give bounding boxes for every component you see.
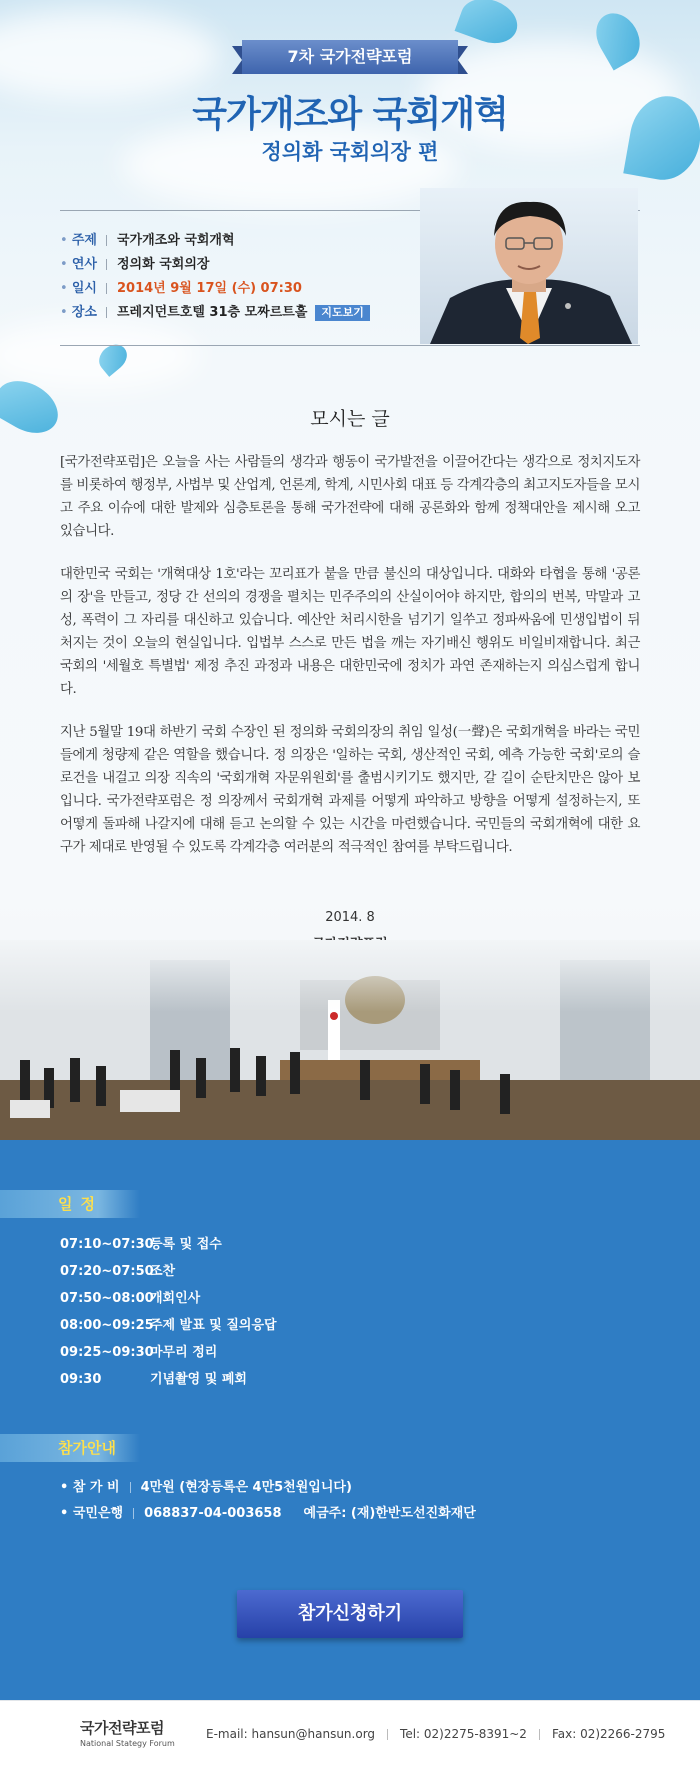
- info-datetime-value: 2014년 9월 17일 (수) 07:30: [117, 281, 302, 296]
- schedule-time: 07:20~07:50: [60, 1264, 154, 1279]
- footer-logo-ko: 국가전략포럼: [80, 1719, 164, 1737]
- schedule-tab: 일정: [0, 1190, 140, 1218]
- schedule-item: [60, 1343, 217, 1363]
- info-datetime-label: • 일시: [60, 279, 106, 299]
- bank-label: 국민은행: [72, 1506, 124, 1521]
- schedule-time: 07:50~08:00: [60, 1291, 154, 1306]
- fee-value: 4만원 (현장등록은 4만5천원입니다): [140, 1480, 352, 1495]
- schedule-desc: 조찬: [150, 1264, 176, 1279]
- schedule-item: [60, 1316, 277, 1336]
- letter-paragraph-3: 지난 5월말 19대 하반기 국회 수장인 된 정의화 국회의장의 취임 일성(一聲)은 국회개혁을 바라는 국민들에게 청량제 같은 역할을 했습니다. 정 의장은 '일하는 국회, 생산적인 국회, 예측 가능한 국회'로의 슬로건을 내걸고 의장 직속의 '국회개혁 자문위원회'를 출범시키기도 했지만, 갈 길이 순탄치만은 않아 보입니다. 국가전략포럼은 정 의장께서 국회개혁 과제를 어떻게 파악하고 방향을 어떻게 설정하는지, 또 어떻게 돌파해 나갈지에 대해 듣고 논의할 수 있는 시간을 마련했습니다. 국민들의 국회개혁에 대한 요구가 제대로 반영될 수 있도록 각계각층 여러분의 적극적인 참여를 부탁드립니다.: [60, 725, 640, 855]
- schedule-time: 08:00~09:25: [60, 1318, 154, 1333]
- bank-label-prefix: •: [60, 1506, 73, 1521]
- fee-label: 참 가 비: [72, 1480, 120, 1495]
- footer-contact: [206, 1727, 665, 1741]
- participation-bank: [60, 1504, 476, 1524]
- schedule-time: 09:30: [60, 1372, 102, 1387]
- speaker-portrait: [420, 188, 638, 344]
- schedule-desc: 마무리 정리: [150, 1345, 218, 1360]
- schedule-desc: 기념촬영 및 폐회: [150, 1372, 247, 1387]
- footer-tel: Tel: 02)2275-8391~2: [400, 1727, 527, 1741]
- info-topic-value: 국가개조와 국회개혁: [117, 233, 235, 248]
- footer-email[interactable]: E-mail: hansun@hansun.org: [206, 1727, 376, 1741]
- footer-logo: [80, 1717, 175, 1748]
- letter-date: 2014. 8: [325, 910, 375, 925]
- schedule-desc: 개회인사: [150, 1291, 201, 1306]
- schedule-item: [60, 1370, 247, 1390]
- bank-account: 068837-04-003658: [144, 1506, 282, 1521]
- account-holder: 예금주: (재)한반도선진화재단: [303, 1506, 476, 1521]
- schedule-item: [60, 1235, 222, 1255]
- schedule-desc: 등록 및 접수: [150, 1237, 222, 1252]
- schedule-time: 09:25~09:30: [60, 1345, 154, 1360]
- info-venue-value: 프레지던트호텔 31층 모짜르트홀: [117, 305, 308, 320]
- footer-fax: Fax: 02)2266-2795: [551, 1727, 666, 1741]
- fee-label-prefix: •: [60, 1480, 73, 1495]
- apply-button[interactable]: 참가신청하기: [237, 1590, 463, 1638]
- footer: [0, 1700, 700, 1767]
- letter-paragraph-2: 대한민국 국회는 '개혁대상 1호'라는 꼬리표가 붙을 만큼 불신의 대상입니다. 대화와 타협을 통해 '공론의 장'을 만들고, 정당 간 선의의 경쟁을 펼치는 민주주의의 산실이어야 하지만, 합의의 번복, 막말과 고성, 폭력이 그 자리를 대신하고 있습니다. 예산안 처리시한을 넘기기 일쑤고 정파싸움에 민생입법이 뒤처지는 것이 오늘의 현실입니다. 입법부 스스로 만든 법을 깨는 자기배신 행위도 비일비재합니다. 최근 국회의 '세월호 특별법' 제정 추진 과정과 내용은 대한민국에 정치가 과연 존재하는지 의심스럽게 합니다.: [60, 567, 640, 697]
- letter-paragraph-1: [국가전략포럼]은 오늘을 사는 사람들의 생각과 행동이 국가발전을 이끌어간다는 생각으로 정치지도자를 비롯하여 행정부, 사법부 및 산업계, 언론계, 학계, 시민사회 대표 등 각계각층의 최고지도자들을 모시고 주요 이슈에 대한 발제와 심층토론을 통해 국가전략에 대해 공론화와 함께 정책대안을 제시해 오고 있습니다.: [60, 455, 640, 539]
- info-venue: [60, 303, 370, 323]
- schedule-item: [60, 1289, 200, 1309]
- footer-logo-en: National Stategy Forum: [80, 1739, 175, 1748]
- info-topic-label: • 주제: [60, 231, 106, 251]
- forum-ribbon: [232, 40, 468, 74]
- info-speaker: [60, 255, 209, 275]
- info-venue-label: • 장소: [60, 303, 106, 323]
- info-speaker-value: 정의화 국회의장: [117, 257, 210, 272]
- participation-fee: [60, 1478, 352, 1498]
- participation-tab: 참가안내: [0, 1434, 140, 1462]
- forum-ribbon-label: 7차 국가전략포럼: [242, 40, 458, 74]
- letter-title: 모시는 글: [310, 408, 390, 430]
- info-datetime: [60, 279, 302, 299]
- info-speaker-label: • 연사: [60, 255, 106, 275]
- schedule-desc: 주제 발표 및 질의응답: [150, 1318, 277, 1333]
- info-topic: [60, 231, 235, 251]
- page-title: 국가개조와 국회개혁: [192, 94, 508, 135]
- schedule-item: [60, 1262, 175, 1282]
- invitation-letter: [60, 451, 640, 879]
- schedule-time: 07:10~07:30: [60, 1237, 154, 1252]
- map-button[interactable]: 지도보기: [315, 305, 370, 321]
- page-subtitle: 정의화 국회의장 편: [261, 140, 439, 164]
- assembly-hall-photo: [0, 940, 700, 1145]
